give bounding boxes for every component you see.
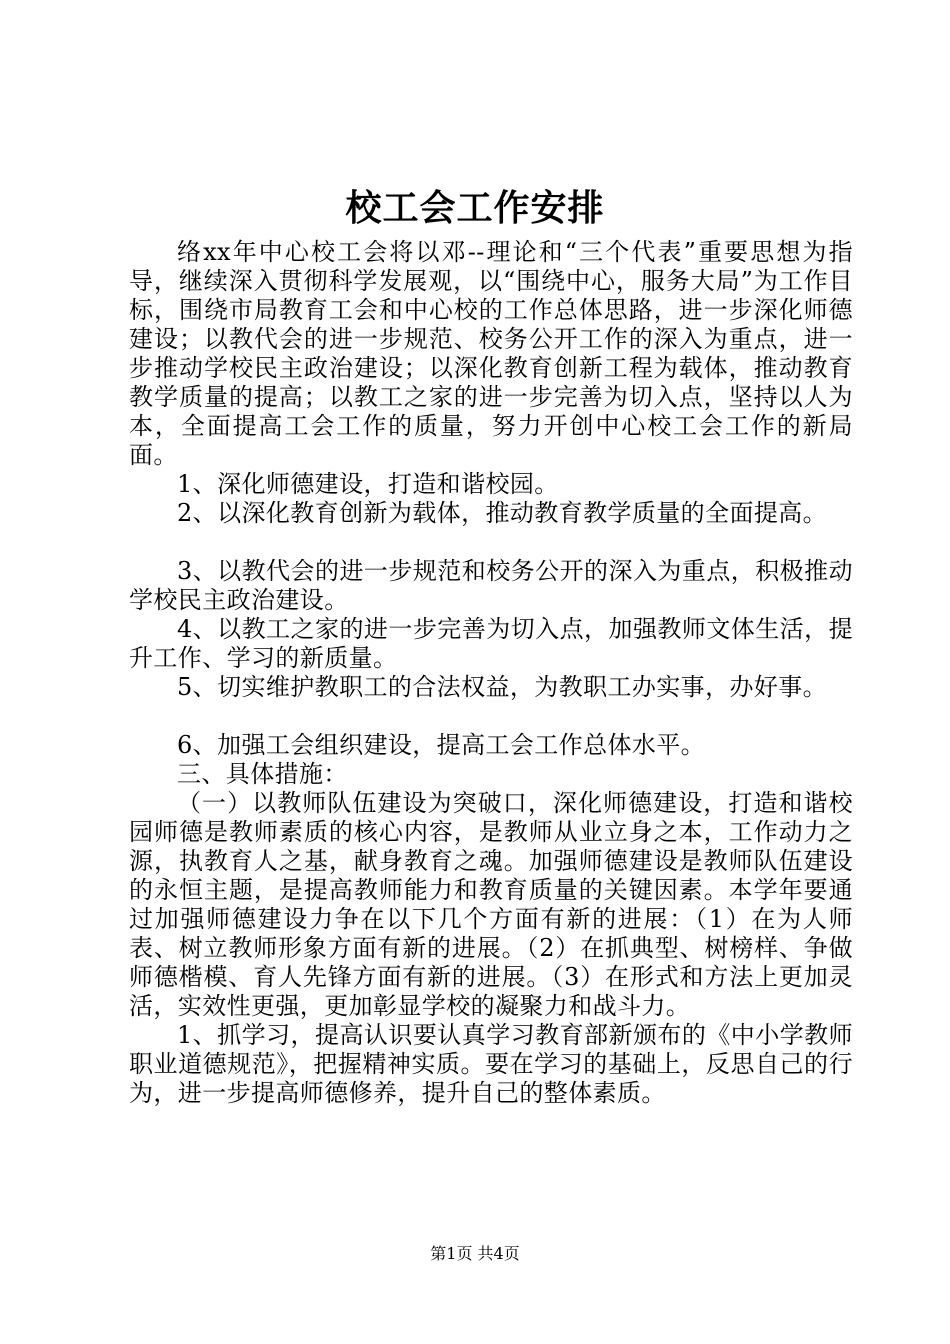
measure-paragraph-1: （一）以教师队伍建设为突破口，深化师德建设，打造和谐校园师德是教师素质的核心内容，是教师从业立身之本，工作动力之源，执教育人之基，献身教育之魂。加强师德建设是教师队伍建设的永恒主题，是提高教师能力和教育质量的关键因素。本学年要通过加强师德建设力争在以下几个方面有新的进展：（1）在为人师表、树立教师形象方面有新的进展。（2）在抓典型、树榜样、争做师德楷模、育人先锋方面有新的进展。（3）在形式和方法上更加灵活，实效性更强，更加彰显学校的凝聚力和战斗力。: [129, 789, 853, 1020]
document-body: [129, 238, 853, 1108]
goal-item-6: 6、加强工会组织建设，提高工会工作总体水平。: [177, 731, 706, 759]
goal-item-5: 5、切实维护教职工的合法权益，为教职工办实事，办好事。: [177, 673, 828, 701]
goal-item-4: 4、以教工之家的进一步完善为切入点，加强教师文体生活，提升工作、学习的新质量。: [129, 615, 853, 672]
goal-item-1: 1、深化师德建设，打造和谐校园。: [177, 470, 559, 498]
section-heading-measures: 三、具体措施：: [177, 760, 348, 788]
page-footer: 第1页 共4页: [430, 1244, 520, 1263]
goal-item-3: 3、以教代会的进一步规范和校务公开的深入为重点，积极推动学校民主政治建设。: [129, 557, 853, 614]
intro-paragraph: 络xx年中心校工会将以邓--理论和“三个代表”重要思想为指导，继续深入贯彻科学发展观，以“围绕中心，服务大局”为工作目标，围绕市局教育工会和中心校的工作总体思路，进一步深化师德建设；以教代会的进一步规范、校务公开工作的深入为重点，进一步推动学校民主政治建设；以深化教育创新工程为载体，推动教育教学质量的提高；以教工之家的进一步完善为切入点，坚持以人为本，全面提高工会工作的质量，努力开创中心校工会工作的新局面。: [129, 238, 853, 469]
document-title: 校工会工作安排: [345, 187, 605, 229]
measure-paragraph-2: 1、抓学习，提高认识要认真学习教育部新颁布的《中小学教师职业道德规范》，把握精神实质。要在学习的基础上，反思自己的行为，进一步提高师德修养，提升自己的整体素质。: [129, 1021, 853, 1107]
goal-item-2: 2、以深化教育创新为载体，推动教育教学质量的全面提高。: [177, 499, 828, 527]
